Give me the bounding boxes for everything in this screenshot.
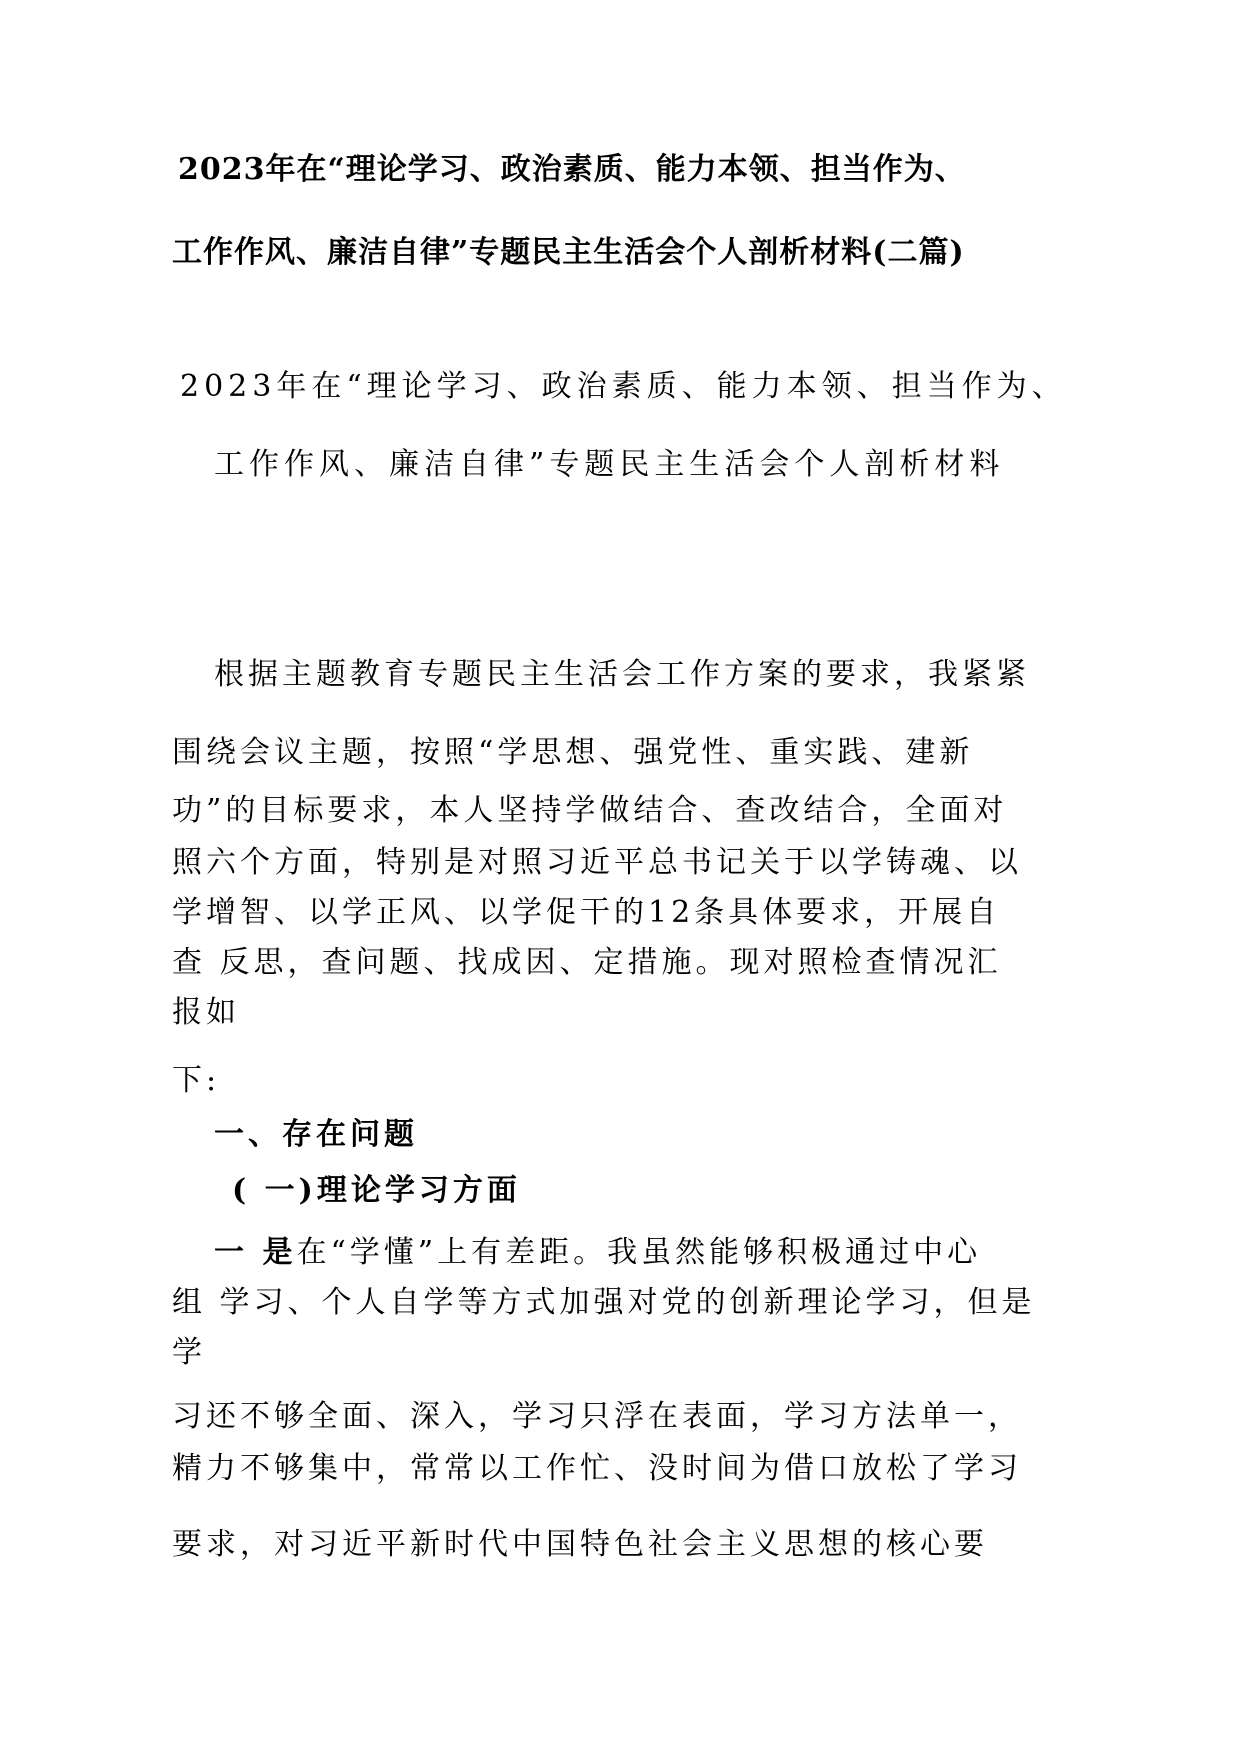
intro-line-1: 根据主题教育专题民主生活会工作方案的要求，我紧紧 (214, 657, 1030, 692)
main-title-line-2: 工作作风、廉洁自律”专题民主生活会个人剖析材料(二篇) (172, 235, 965, 270)
section-heading: 一、存在问题 (214, 1117, 418, 1152)
para-line-1: 组 学习、个人自学等方式加强对党的创新理论学习，但是 (172, 1285, 1036, 1320)
para-line-4: 精力不够集中，常常以工作忙、没时间为借口放松了学习 (172, 1451, 1022, 1486)
para-line-5: 要求，对习近平新时代中国特色社会主义思想的核心要 (172, 1527, 988, 1562)
point-1-text: 在“学懂”上有差距。我虽然能够积极通过中心 (296, 1235, 982, 1270)
intro-line-7: 报如 (172, 995, 240, 1030)
para-line-3: 习还不够全面、深入，学习只浮在表面，学习方法单一， (172, 1399, 1022, 1434)
subtitle-line-2: 工作作风、廉洁自律”专题民主生活会个人剖析材料 (214, 447, 1005, 482)
para-line-2: 学 (172, 1335, 206, 1370)
subsection-heading: ( 一)理论学习方面 (232, 1173, 521, 1208)
intro-line-4: 照六个方面，特别是对照习近平总书记关于以学铸魂、以 (172, 845, 1022, 880)
main-title-line-1: 2023年在“理论学习、政治素质、能力本领、担当作为、 (178, 152, 966, 187)
intro-line-5: 学增智、以学正风、以学促干的12条具体要求，开展自 (172, 895, 1001, 930)
subtitle-line-1: 2023年在“理论学习、政治素质、能力本领、担当作为、 (180, 369, 1067, 404)
point-1-line (214, 1235, 982, 1270)
intro-line-6: 查 反思，查问题、找成因、定措施。现对照检查情况汇 (172, 945, 1002, 980)
point-1-lead: 一 是 (214, 1235, 297, 1270)
intro-line-3: 功”的目标要求，本人坚持学做结合、查改结合，全面对 (172, 793, 1008, 828)
intro-line-2: 围绕会议主题，按照“学思想、强党性、重实践、建新 (172, 735, 974, 770)
intro-line-8: 下: (172, 1063, 221, 1098)
